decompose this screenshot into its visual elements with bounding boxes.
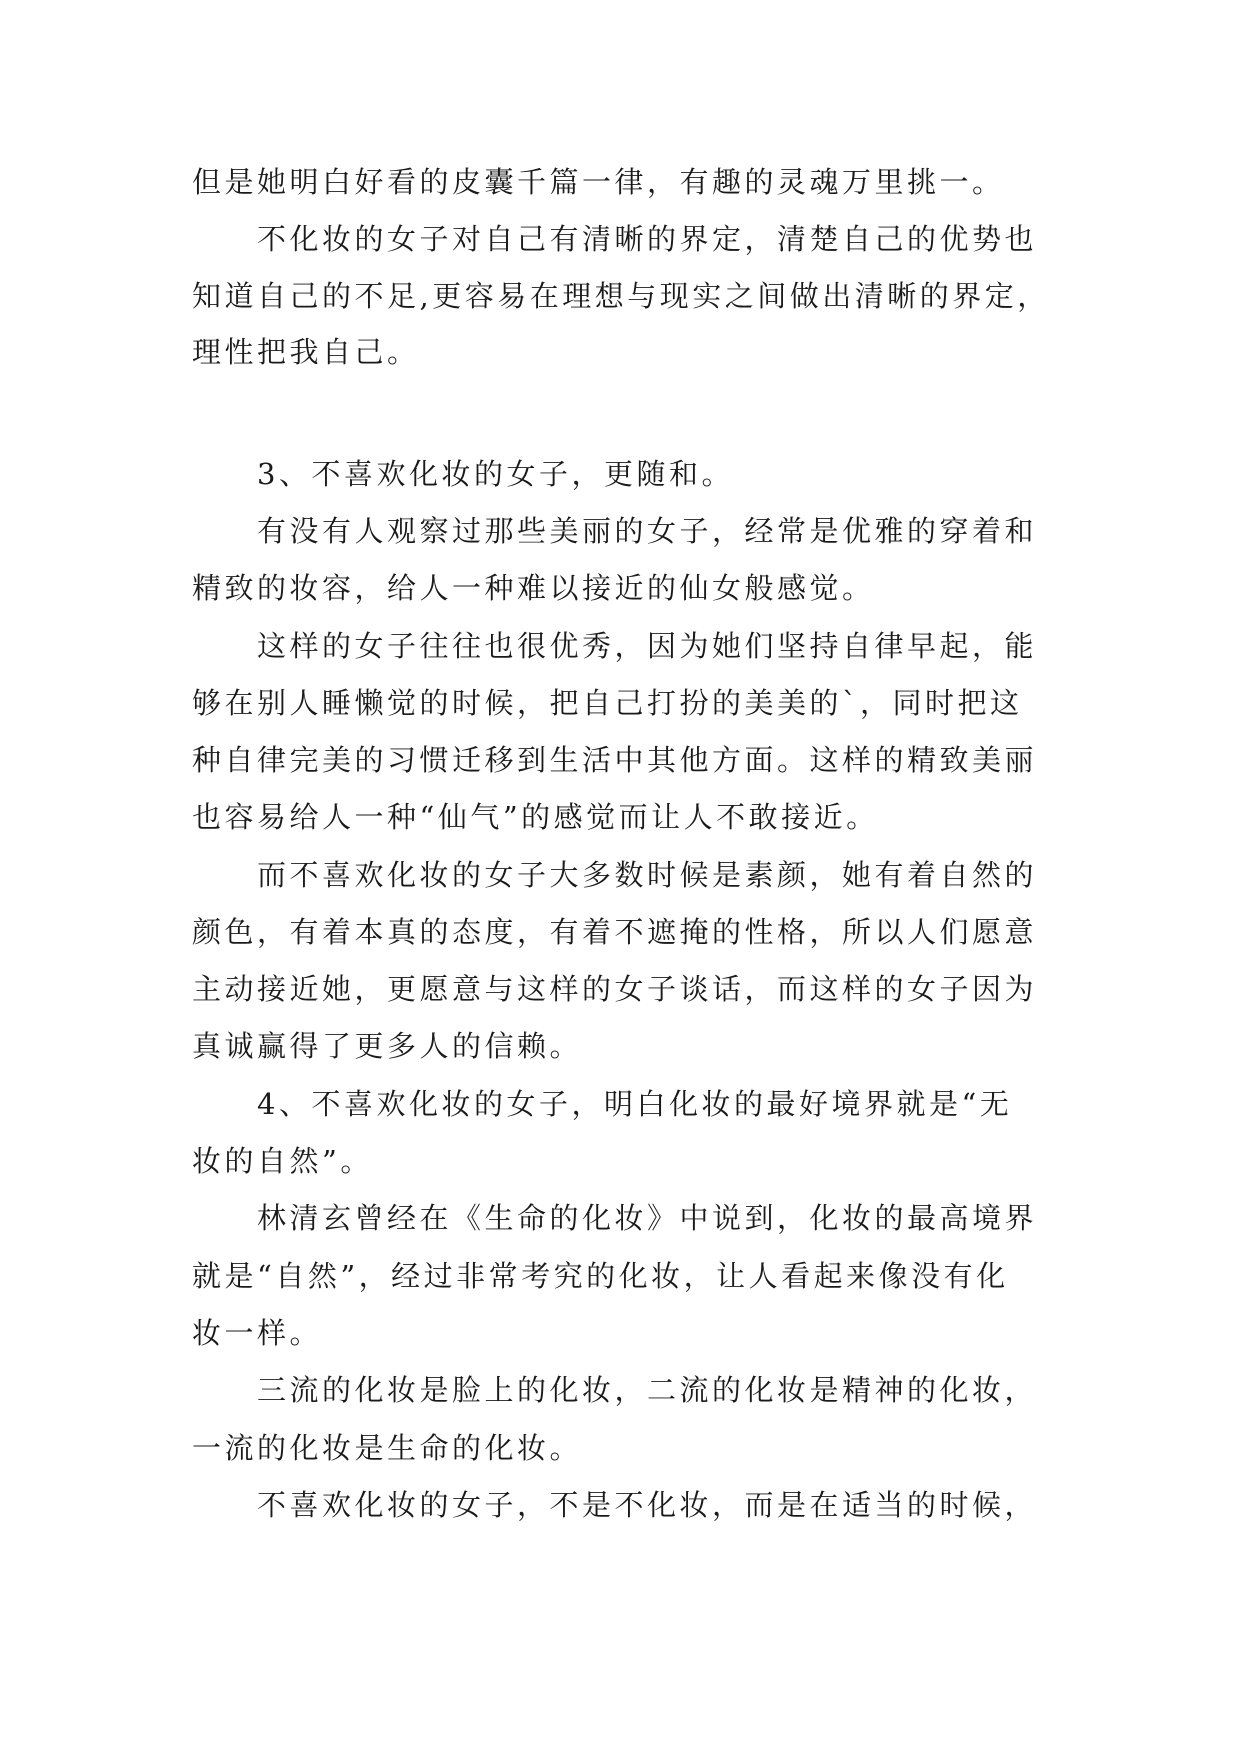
text-line: 有没有人观察过那些美丽的女子，经常是优雅的穿着和 [257, 514, 1038, 548]
text-line: 这样的女子往往也很优秀，因为她们坚持自律早起，能 [257, 629, 1038, 663]
text-line: 理性把我自己。 [192, 335, 420, 369]
text-line: 妆一样。 [192, 1316, 323, 1350]
text-line: 3、不喜欢化妆的女子，更随和。 [257, 457, 734, 491]
text-line: 知道自己的不足,更容易在理想与现实之间做出清晰的界定， [192, 279, 1050, 313]
text-line: 就是“自然”，经过非常考究的化妆，让人看起来像没有化 [192, 1259, 1009, 1293]
text-line: 真诚赢得了更多人的信赖。 [192, 1029, 583, 1063]
text-line: 林清玄曾经在《生命的化妆》中说到，化妆的最高境界 [257, 1201, 1038, 1235]
text-line: 颜色，有着本真的态度，有着不遮掩的性格，所以人们愿意 [192, 915, 1038, 949]
text-line: 种自律完美的习惯迁移到生活中其他方面。这样的精致美丽 [192, 743, 1038, 777]
text-line: 也容易给人一种“仙气”的感觉而让人不敢接近。 [192, 800, 879, 834]
text-line: 而不喜欢化妆的女子大多数时候是素颜，她有着自然的 [257, 858, 1038, 892]
text-line: 4、不喜欢化妆的女子，明白化妆的最好境界就是“无 [257, 1087, 1013, 1121]
text-line: 不化妆的女子对自己有清晰的界定，清楚自己的优势也 [257, 222, 1038, 256]
text-line: 但是她明白好看的皮囊千篇一律，有趣的灵魂万里挑一。 [192, 165, 1005, 199]
text-line: 不喜欢化妆的女子，不是不化妆，而是在适当的时候， [257, 1488, 1038, 1522]
text-line: 三流的化妆是脸上的化妆，二流的化妆是精神的化妆， [257, 1373, 1038, 1407]
text-line: 够在别人睡懒觉的时候，把自己打扮的美美的`，同时把这 [192, 686, 1023, 720]
text-line: 一流的化妆是生命的化妆。 [192, 1431, 583, 1465]
text-line: 主动接近她，更愿意与这样的女子谈话，而这样的女子因为 [192, 972, 1038, 1006]
text-line: 妆的自然”。 [192, 1144, 373, 1178]
text-line: 精致的妆容，给人一种难以接近的仙女般感觉。 [192, 571, 875, 605]
